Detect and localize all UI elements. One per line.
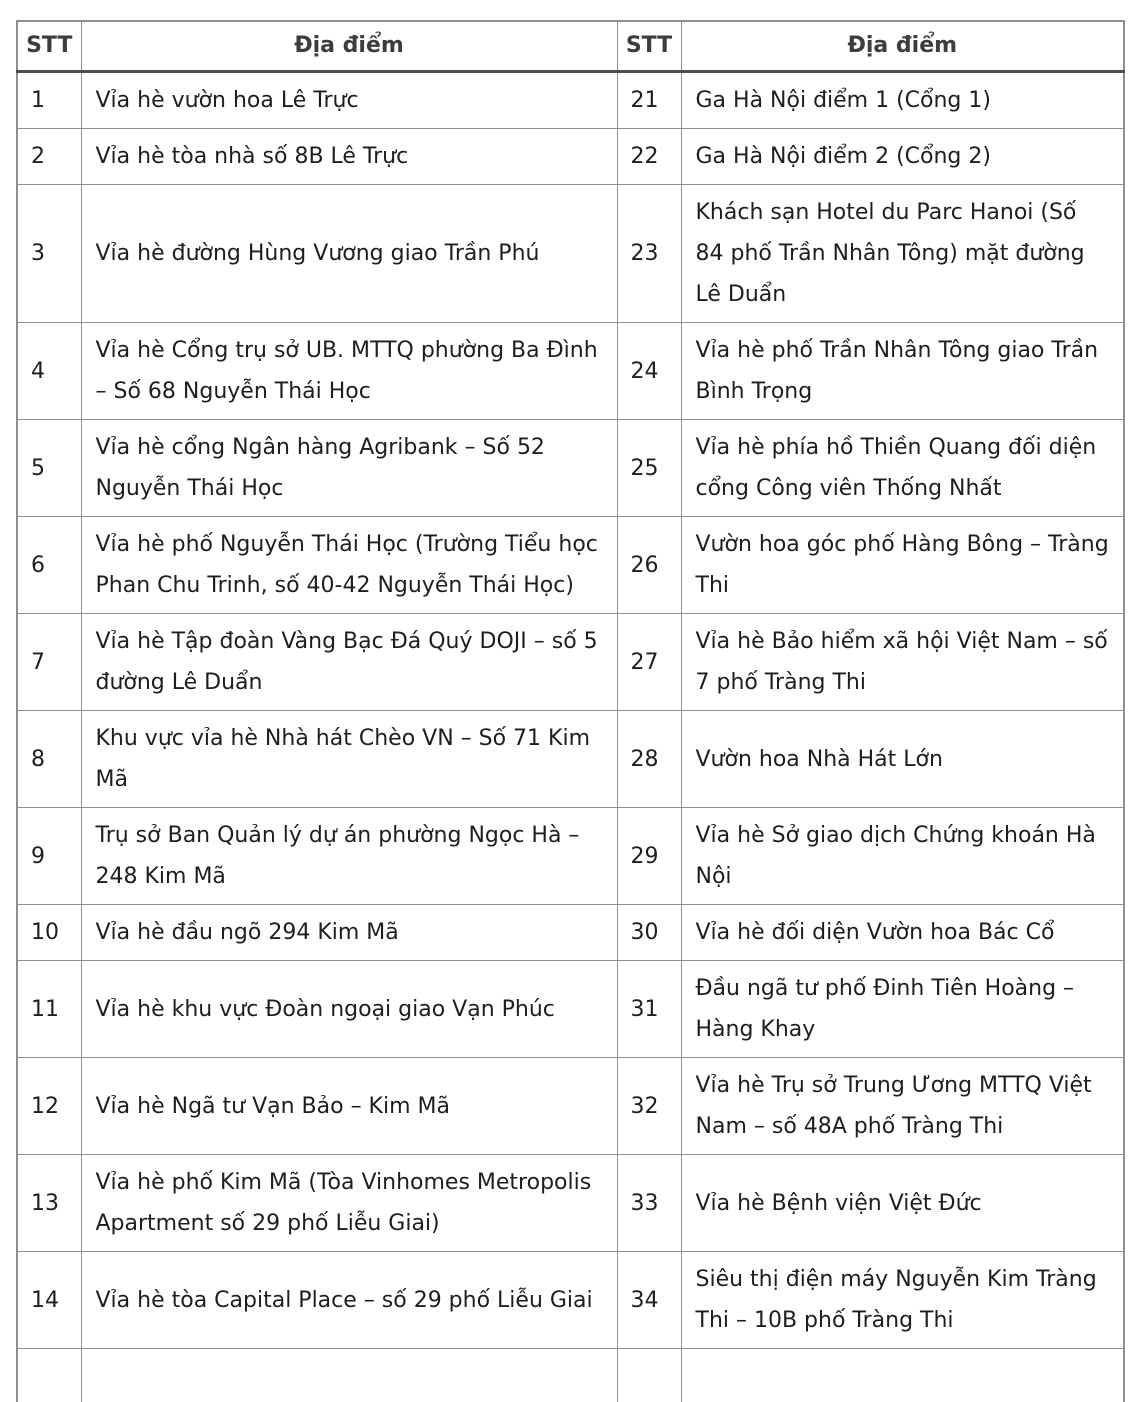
place-cell-right: Vỉa hè Bảo hiểm xã hội Việt Nam – số 7 phố Tràng Thi xyxy=(681,614,1124,711)
place-cell-right: Đầu ngã tư phố Đinh Tiên Hoàng – Hàng Khay xyxy=(681,961,1124,1058)
place-cell-left: Vỉa hè cổng Ngân hàng Agribank – Số 52 Nguyễn Thái Học xyxy=(81,420,617,517)
place-cell-right: Ga Hà Nội điểm 1 (Cổng 1) xyxy=(681,72,1124,129)
stt-cell-left: 8 xyxy=(17,711,81,808)
stt-cell-right: 28 xyxy=(617,711,681,808)
place-cell-right: Vườn hoa Nhà Hát Lớn xyxy=(681,711,1124,808)
table-row xyxy=(17,905,1124,961)
place-cell-left: Vỉa hè vườn hoa Lê Trực xyxy=(81,72,617,129)
place-cell-right: Siêu thị điện máy Nguyễn Kim Tràng Thi – 10B phố Tràng Thi xyxy=(681,1252,1124,1349)
stt-cell-right xyxy=(617,1349,681,1402)
place-cell-left: Vỉa hè phố Kim Mã (Tòa Vinhomes Metropolis Apartment số 29 phố Liễu Giai) xyxy=(81,1155,617,1252)
header-place-left: Địa điểm xyxy=(81,21,617,72)
place-cell-left: Vỉa hè phố Nguyễn Thái Học (Trường Tiểu học Phan Chu Trinh, số 40-42 Nguyễn Thái Học) xyxy=(81,517,617,614)
table-body xyxy=(17,72,1124,1402)
table-row xyxy=(17,961,1124,1058)
table-row xyxy=(17,1349,1124,1402)
place-cell-right: Vỉa hè Sở giao dịch Chứng khoán Hà Nội xyxy=(681,808,1124,905)
table-row xyxy=(17,323,1124,420)
stt-cell-right: 27 xyxy=(617,614,681,711)
stt-cell-left: 5 xyxy=(17,420,81,517)
stt-cell-right: 22 xyxy=(617,129,681,185)
place-cell-left: Vỉa hè tòa Capital Place – số 29 phố Liễu Giai xyxy=(81,1252,617,1349)
stt-cell-right: 21 xyxy=(617,72,681,129)
place-cell-left: Vỉa hè Ngã tư Vạn Bảo – Kim Mã xyxy=(81,1058,617,1155)
table-row xyxy=(17,420,1124,517)
place-cell-left: Trụ sở Ban Quản lý dự án phường Ngọc Hà – 248 Kim Mã xyxy=(81,808,617,905)
stt-cell-right: 34 xyxy=(617,1252,681,1349)
place-cell-left: Vỉa hè Tập đoàn Vàng Bạc Đá Quý DOJI – số 5 đường Lê Duẩn xyxy=(81,614,617,711)
place-cell-left: Vỉa hè đường Hùng Vương giao Trần Phú xyxy=(81,185,617,323)
stt-cell-right: 25 xyxy=(617,420,681,517)
place-cell-right: Khách sạn Hotel du Parc Hanoi (Số 84 phố Trần Nhân Tông) mặt đường Lê Duẩn xyxy=(681,185,1124,323)
stt-cell-right: 23 xyxy=(617,185,681,323)
stt-cell-left: 6 xyxy=(17,517,81,614)
stt-cell-right: 24 xyxy=(617,323,681,420)
place-cell-right: Vỉa hè phía hồ Thiền Quang đối diện cổng Công viên Thống Nhất xyxy=(681,420,1124,517)
place-cell-right: Vườn hoa góc phố Hàng Bông – Tràng Thi xyxy=(681,517,1124,614)
place-cell-left: Vỉa hè khu vực Đoàn ngoại giao Vạn Phúc xyxy=(81,961,617,1058)
stt-cell-right: 33 xyxy=(617,1155,681,1252)
stt-cell-left: 7 xyxy=(17,614,81,711)
stt-cell-left: 14 xyxy=(17,1252,81,1349)
place-cell-left: Khu vực vỉa hè Nhà hát Chèo VN – Số 71 Kim Mã xyxy=(81,711,617,808)
place-cell-left: Vỉa hè Cổng trụ sở UB. MTTQ phường Ba Đình – Số 68 Nguyễn Thái Học xyxy=(81,323,617,420)
stt-cell-left: 9 xyxy=(17,808,81,905)
place-cell-right: Vỉa hè phố Trần Nhân Tông giao Trần Bình Trọng xyxy=(681,323,1124,420)
stt-cell-left: 2 xyxy=(17,129,81,185)
stt-cell-left: 1 xyxy=(17,72,81,129)
stt-cell-right: 26 xyxy=(617,517,681,614)
table-row xyxy=(17,1252,1124,1349)
stt-cell-left: 4 xyxy=(17,323,81,420)
place-cell-right: Ga Hà Nội điểm 2 (Cổng 2) xyxy=(681,129,1124,185)
place-cell-right: Vỉa hè Trụ sở Trung Ương MTTQ Việt Nam – số 48A phố Tràng Thi xyxy=(681,1058,1124,1155)
table-row xyxy=(17,711,1124,808)
table-row xyxy=(17,72,1124,129)
stt-cell-right: 32 xyxy=(617,1058,681,1155)
place-cell-left xyxy=(81,1349,617,1402)
table-row xyxy=(17,1155,1124,1252)
stt-cell-right: 30 xyxy=(617,905,681,961)
stt-cell-left: 11 xyxy=(17,961,81,1058)
table-row xyxy=(17,129,1124,185)
place-cell-right: Vỉa hè Bệnh viện Việt Đức xyxy=(681,1155,1124,1252)
stt-cell-left: 3 xyxy=(17,185,81,323)
stt-cell-right: 29 xyxy=(617,808,681,905)
place-cell-left: Vỉa hè đầu ngõ 294 Kim Mã xyxy=(81,905,617,961)
locations-table xyxy=(16,20,1125,1402)
header-stt-left: STT xyxy=(17,21,81,72)
header-row xyxy=(17,21,1124,72)
place-cell-left: Vỉa hè tòa nhà số 8B Lê Trực xyxy=(81,129,617,185)
header-place-right: Địa điểm xyxy=(681,21,1124,72)
place-cell-right xyxy=(681,1349,1124,1402)
stt-cell-left: 12 xyxy=(17,1058,81,1155)
table-row xyxy=(17,185,1124,323)
table-row xyxy=(17,614,1124,711)
table-row xyxy=(17,517,1124,614)
header-stt-right: STT xyxy=(617,21,681,72)
table-row xyxy=(17,808,1124,905)
place-cell-right: Vỉa hè đối diện Vườn hoa Bác Cổ xyxy=(681,905,1124,961)
stt-cell-left: 10 xyxy=(17,905,81,961)
stt-cell-left: 13 xyxy=(17,1155,81,1252)
table-row xyxy=(17,1058,1124,1155)
stt-cell-left xyxy=(17,1349,81,1402)
stt-cell-right: 31 xyxy=(617,961,681,1058)
